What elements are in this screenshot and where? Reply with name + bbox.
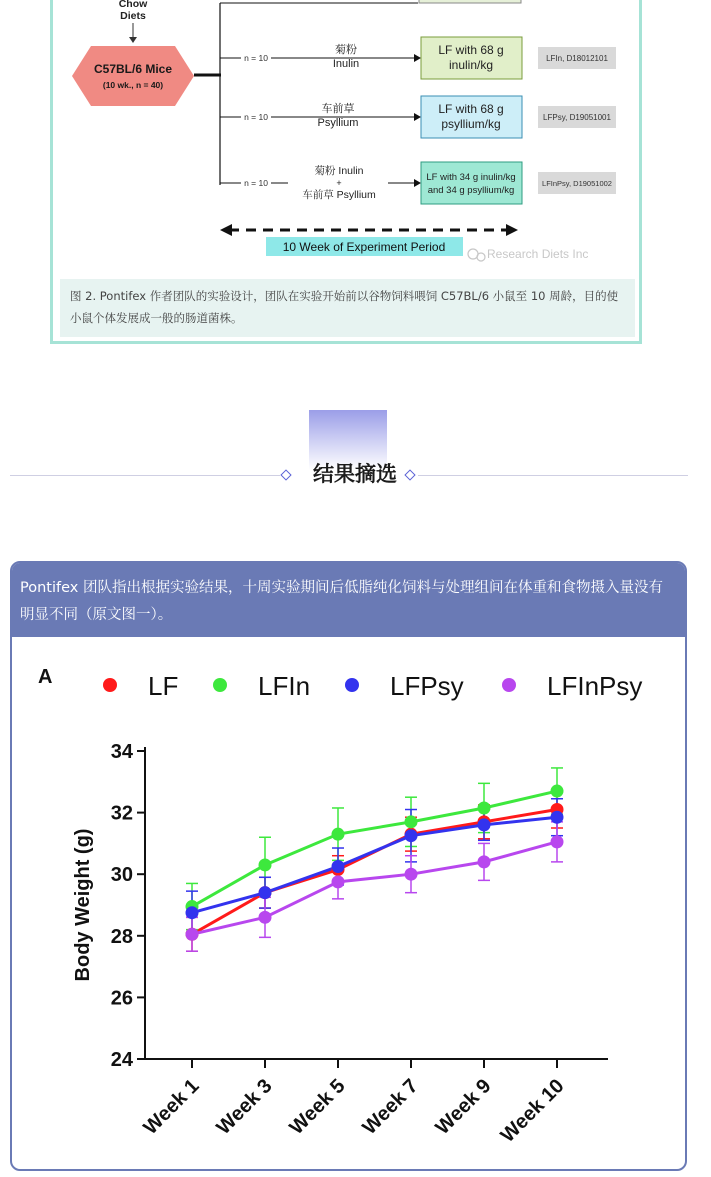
figure-2-frame [50, 0, 642, 344]
mice-title: C57BL/6 Mice [93, 62, 173, 76]
branch-3-plus: + [336, 178, 342, 188]
x-tick-label: Week 9 [431, 1074, 496, 1140]
diet-box-top-stub [419, 0, 521, 3]
branch-1-cn: 菊粉 [335, 44, 357, 56]
results-card [10, 561, 687, 1171]
legend-marker-lf [103, 678, 117, 692]
y-tick-label: 26 [110, 987, 133, 1010]
data-point-lfinpsy [186, 928, 199, 941]
chart-axes [72, 741, 608, 1147]
branch-3-n: n = 10 [244, 178, 268, 188]
chow-label-1: Chow [118, 0, 148, 10]
x-tick-label: Week 1 [139, 1074, 204, 1140]
branch-3-cn: 菊粉 Inulin [314, 165, 364, 177]
figure-2-caption: 图 2. Pontifex 作者团队的实验设计，团队在实验开始前以谷物饲料喂饲 C57BL/6 小鼠至 10 周龄，目的使小鼠个体发展成一般的肠道菌株。 [60, 279, 635, 337]
chow-label-2: Diets [120, 10, 146, 22]
branch-2-en: Psyllium [317, 117, 359, 129]
period-label: 10 Week of Experiment Period [282, 240, 446, 254]
mice-hexagon [72, 46, 194, 106]
data-point-lfpsy [478, 818, 491, 831]
diet-1-line1: LF with 68 g [438, 43, 504, 57]
diet-3-line2: and 34 g psyllium/kg [427, 185, 515, 196]
y-tick-label: 30 [110, 864, 133, 887]
y-tick-label: 32 [110, 802, 133, 825]
data-point-lfpsy [405, 829, 418, 842]
data-point-lfpsy [186, 906, 199, 919]
chart-plot-area [186, 768, 564, 951]
data-point-lfin [332, 828, 345, 841]
y-tick-label: 34 [110, 741, 133, 763]
y-tick-label: 28 [110, 925, 133, 948]
diet-2-line1: LF with 68 g [438, 102, 504, 116]
branch-1-en: Inulin [332, 58, 360, 70]
diet-1-line2: inulin/kg [448, 58, 494, 72]
design-diagram [53, 0, 639, 285]
series-line-lfpsy [192, 817, 557, 912]
chow-arrowhead [129, 37, 137, 43]
watermark [468, 247, 588, 261]
data-point-lfinpsy [551, 835, 564, 848]
legend-label-lf: LF [148, 671, 179, 701]
data-point-lfin [478, 801, 491, 814]
legend-marker-lfin [213, 678, 227, 692]
y-tick-label: 24 [110, 1049, 133, 1071]
watermark-text: Research Diets Inc [487, 247, 589, 261]
branch-inulin [220, 37, 616, 79]
x-tick-label: Week 10 [496, 1074, 569, 1147]
series-line-lfin [192, 791, 557, 907]
body-weight-chart [12, 637, 685, 1177]
y-axis-title: Body Weight (g) [72, 828, 94, 982]
data-point-lfinpsy [405, 868, 418, 881]
branch-3-cn2: 车前草 Psyllium [302, 189, 376, 201]
code-2: LFPsy, D19051001 [543, 113, 611, 122]
series-line-lfinpsy [192, 842, 557, 934]
code-1: LFIn, D18012101 [546, 54, 608, 63]
x-tick-label: Week 3 [212, 1074, 277, 1140]
section-title: 结果摘选 [313, 462, 397, 486]
chart-legend [103, 671, 642, 701]
data-point-lfinpsy [259, 911, 272, 924]
results-intro: Pontifex 团队指出根据实验结果，十周实验期间后低脂纯化饲料与处理组间在体重和食物摄入量没有明显不同（原文图一）。 [12, 563, 685, 637]
data-point-lfin [259, 858, 272, 871]
data-point-lfinpsy [332, 875, 345, 888]
mice-subtitle: (10 wk., n = 40) [102, 80, 164, 90]
period-arrow [220, 224, 518, 236]
data-point-lfpsy [332, 860, 345, 873]
branch-2-cn: 车前草 [321, 103, 355, 115]
data-point-lfpsy [259, 886, 272, 899]
section-divider-left [10, 475, 280, 476]
data-point-lfpsy [551, 811, 564, 824]
data-point-lfin [551, 785, 564, 798]
section-divider-right [418, 475, 688, 476]
x-tick-label: Week 7 [358, 1074, 423, 1140]
panel-label: A [38, 666, 53, 688]
legend-marker-lfinpsy [502, 678, 516, 692]
data-point-lfinpsy [478, 855, 491, 868]
data-point-lfin [405, 815, 418, 828]
legend-label-lfin: LFIn [258, 671, 311, 701]
diet-3-line1: LF with 34 g inulin/kg [426, 172, 516, 183]
branch-psyllium [220, 96, 616, 138]
legend-marker-lfpsy [345, 678, 359, 692]
x-tick-label: Week 5 [285, 1074, 350, 1140]
legend-label-lfinpsy: LFInPsy [547, 671, 643, 701]
code-3: LFInPsy, D19051002 [542, 179, 612, 188]
diet-2-line2: psyllium/kg [441, 117, 501, 131]
branch-1-n: n = 10 [244, 53, 268, 63]
branch-inulin-psyllium [220, 162, 616, 205]
branch-2-n: n = 10 [244, 112, 268, 122]
legend-label-lfpsy: LFPsy [390, 671, 464, 701]
diet-box-3 [421, 162, 522, 204]
